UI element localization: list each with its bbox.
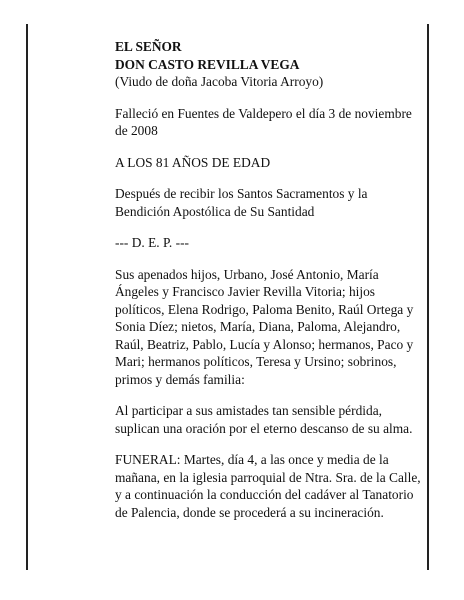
sacraments-line: Después de recibir los Santos Sacramentos y la Bendición Apostólica de Su Santidad (115, 186, 368, 219)
title-line-1: EL SEÑOR (115, 39, 182, 54)
family-paragraph: Sus apenados hijos, Urbano, José Antonio, María Ángeles y Francisco Javier Revilla Vitoria; hijos políticos, Elena Rodrigo, Paloma Benito, Raúl Ortega y Sonia Díez; nietos, María, Diana, Paloma, Alejandro, Raúl, Beatriz, Pablo, Lucía y Alonso; hermanos, Paco y Mari; hermanos políticos, Teresa y Ursino; sobrinos, primos y demás familia: (115, 266, 414, 387)
funeral-paragraph: FUNERAL: Martes, día 4, a las once y media de la mañana, en la iglesia parroquial de Ntra. Sra. de la Calle, y a continuación la conducción del cadáver al Tanatorio de Palencia, donde se procederá a su incineración. (115, 452, 421, 520)
rip-line: --- D. E. P. --- (115, 235, 190, 250)
request-paragraph: Al participar a sus amistades tan sensible pérdida, suplican una oración por el eterno descanso de su alma. (115, 403, 413, 436)
age-line: A LOS 81 AÑOS DE EDAD (115, 154, 271, 170)
left-border-rule (26, 24, 28, 570)
right-border-rule (427, 24, 429, 570)
deceased-name: DON CASTO REVILLA VEGA (115, 56, 300, 72)
obituary-notice (115, 38, 423, 535)
subtitle: (Viudo de doña Jacoba Vitoria Arroyo) (115, 74, 324, 89)
death-notice: Falleció en Fuentes de Valdepero el día 3 de noviembre de 2008 (115, 105, 412, 138)
